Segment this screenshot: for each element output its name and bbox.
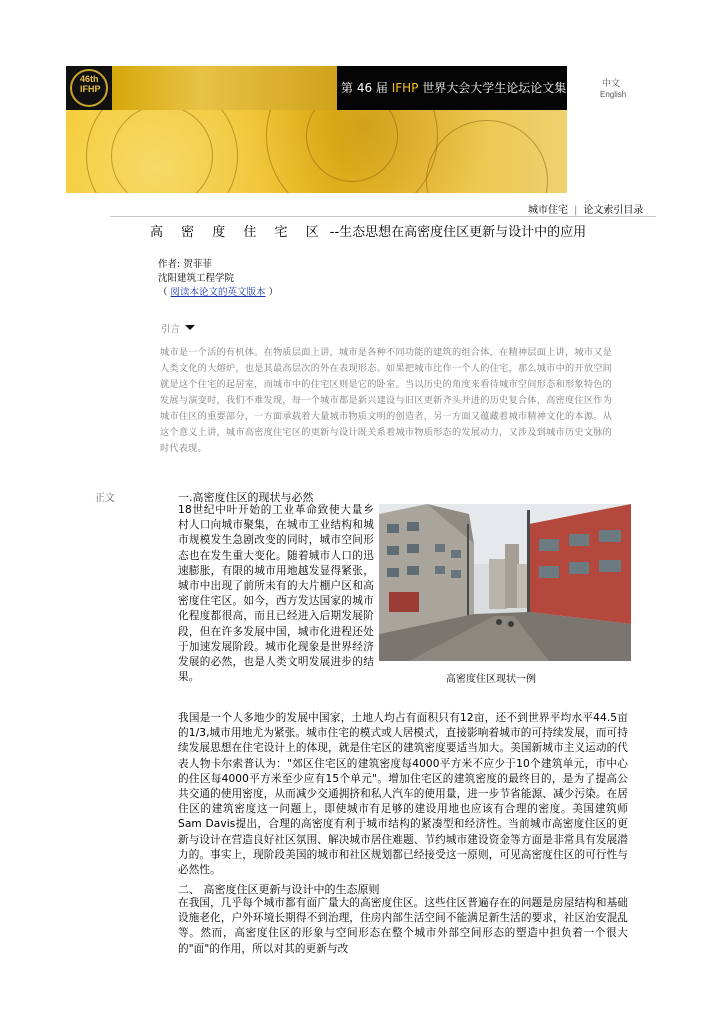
section-2-heading: 二、 高密度住区更新与设计中的生态原则 [178, 883, 380, 896]
banner-gold-strip [112, 66, 337, 110]
paragraph-3: 在我国，几乎每个城市都有面广量大的高密度住区。这些住区普遍存在的问题是房屋结构和基础设施老化，户外环境长期得不到治理，住房内部生活空间不能满足新生活的要求，社区治安混乱等。然而，高密度住区的形象与空间形态在整个城市外部空间形态的塑造中担负着一个很大的"面"的作用，所以对其的更新与改 [178, 897, 628, 955]
paragraph-2: 我国是一个人多地少的发展中国家，土地人均占有面积只有12亩，还不到世界平均水平44.5亩的1/3,城市用地尤为紧张。城市住宅的模式或人居模式，直接影响着城市的可持续发展，而可持续发展思想在住宅设计上的体现，就是住宅区的建筑密度要适当加大。美国新城市主义运动的代表人物卡尔索普认为："郊区住宅区的建筑密度每4000平方米不应少于10个建筑单元，市中心的住区每4000平方米至少应有15个单元"。增加住宅区的建筑密度的最终目的，是为了提高公共交通的使用密度，从而减少交通拥挤和私人汽车的使用量，进一步节省能源、减少污染。在居住区的建筑密度这一问题上，即使城市有足够的建设用地也应该有合理的密度。美国建筑师Sam Davis提出，合理的高密度有利于城市结构的紧凑型和经济性。当前城市高密度住区的更新与设计在营造良好社区氛围、解决城市居住难题、节约城市建设资金等方面是非常具有发展潜力的。事实上，现阶段美国的城市和社区规划都已经接受这一原则，可见高密度住区的可行性与必然性。 [178, 712, 628, 877]
english-version-link[interactable]: 阅读本论文的英文版本 [170, 287, 266, 298]
section-1-heading: 一.高密度住区的现状与必然 [178, 491, 314, 504]
nav-separator: | [574, 205, 578, 216]
ifhp-logo [66, 66, 112, 110]
street-photo-illustration [379, 504, 631, 661]
photo-caption: 高密度住区现状一例 [446, 674, 536, 685]
author-name: 作者: 贺菲菲 [158, 259, 212, 270]
banner-title-prefix: 第 46 届 [341, 81, 392, 95]
caret-down-icon[interactable] [185, 325, 195, 330]
banner-decorative-image [66, 110, 567, 193]
body-label: 正文 [95, 493, 115, 504]
abstract-text: 城市是一个活的有机体。在物质层面上讲，城市是各种不同功能的建筑的组合体，在精神层面上讲，城市又是人类文化的大熔炉，也是其最高层次的外在表现形态。如果把城市比作一个人的住宅，那么城市中的开放空间就是这个住宅的起居室，而城市中的住宅区则是它的卧室。当以历史的角度来看待城市空间形态和形象特色的发展与演变时，我们不难发现，每一个城市都是新兴建设与旧区更新齐头并进的历史复合体，高密度住区作为城市住区的重要部分，一方面承载着大量城市物质文明的创造者，另一方面又蕴藏着城市精神文化的本源。从这个意义上讲，城市高密度住宅区的更新与设计既关系着城市物质形态的发展动力，又涉及到城市历史文脉的时代表现。 [160, 347, 612, 454]
banner-title-suffix: 世界大会大学生论坛论文集 [418, 81, 567, 95]
language-chinese-link[interactable]: 中文 [602, 79, 621, 89]
paragraph-1: 18世纪中叶开始的工业革命致使大量乡村人口向城市聚集，在城市工业结构和城市规模发生急剧改变的同时，城市空间形态也在发生重大变化。随着城市人口的迅速膨胀，有限的城市用地越发显得紧张，城市中出现了前所未有的大片棚户区和高密度住宅区。如今，西方发达国家的城市化程度都很高，而且已经进入后期发展阶段，但在许多发展中国，城市化进程还处于加速发展阶段。城市化现象是世界经济发展的必然，也是人类文明发展进步的结果。 [178, 504, 374, 684]
page-title [150, 221, 586, 240]
paren-close: ） [265, 287, 279, 298]
street-photo [379, 504, 631, 661]
nav-residential-link[interactable]: 城市住宅 [528, 205, 568, 216]
english-version-line [158, 284, 278, 298]
paren-open: （ [158, 287, 171, 298]
nav-index-link[interactable]: 论文索引目录 [583, 205, 644, 216]
breadcrumb [528, 201, 643, 216]
language-english-link[interactable]: English [600, 90, 627, 99]
banner-title-highlight: IFHP [391, 81, 419, 95]
title-main: 高 密 度 住 宅 区 [150, 225, 326, 240]
title-subtitle: --生态思想在高密度住区更新与设计中的应用 [325, 225, 587, 240]
divider [110, 216, 656, 217]
banner-title [337, 66, 567, 110]
logo-text: 46th IFHP [80, 74, 101, 94]
author-affiliation: 沈阳建筑工程学院 [158, 273, 235, 284]
abstract-toggle-label[interactable]: 引言 [161, 324, 181, 335]
